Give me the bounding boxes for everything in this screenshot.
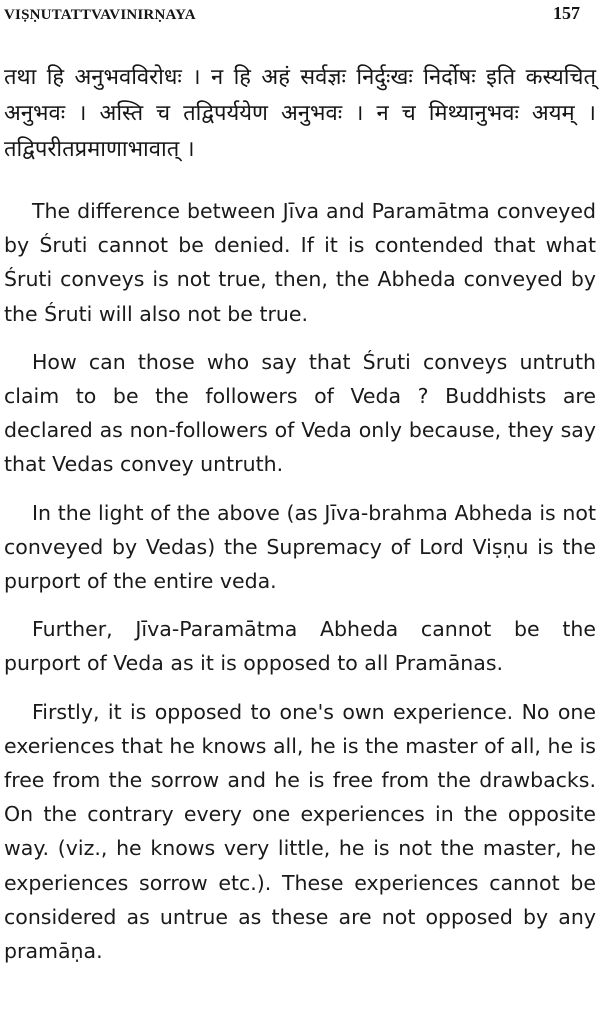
paragraph-supremacy-of-vishnu: In the light of the above (as Jīva-brahma Abheda is not conveyed by Vedas) the Supremacy of Lord Viṣṇu is the purport of the entire veda. bbox=[4, 500, 596, 594]
paragraph-opposed-to-pramanas: Further, Jīva-Paramātma Abheda cannot be the purport of Veda as it is opposed to all Pramānas. bbox=[4, 617, 596, 676]
running-title: VIṢṆUTATTVAVINIRṆAYA bbox=[4, 7, 196, 23]
body-text bbox=[4, 194, 596, 982]
sanskrit-verse: तथा हि अनुभवविरोधः । न हि अहं सर्वज्ञः निर्दुःखः निर्दोषः इति कस्यचित् अनुभवः । अस्ति च तद्विपर्ययेण अनुभवः । न च मिथ्यानुभवः अयम् । तद्विपरीतप्रमाणाभावात् । bbox=[4, 65, 596, 162]
running-header bbox=[4, 3, 594, 25]
paragraph-followers-of-veda: How can those who say that Śruti conveys untruth claim to be the followers of Veda ? Buddhists are declared as non-followers of Veda only because, they say that Vedas convey untruth. bbox=[4, 349, 596, 477]
paragraph-opposed-to-experience: Firstly, it is opposed to one's own experience. No one exeriences that he knows all, he is the master of all, he is free from the sorrow and he is free from the drawbacks. On the contrary every one experiences in the opposite way. (viz., he knows very little, he is not the master, he experiences sorrow etc.). These experiences cannot be considered as untrue as these are not opposed by any pramāṇa. bbox=[4, 699, 596, 964]
paragraph-jiva-paramatma-difference: The difference between Jīva and Paramātma conveyed by Śruti cannot be denied. If it is contended that what Śruti conveys is not true, then, the Abheda conveyed by the Śruti will also not be true. bbox=[4, 199, 596, 326]
page-number: 157 bbox=[553, 3, 580, 23]
